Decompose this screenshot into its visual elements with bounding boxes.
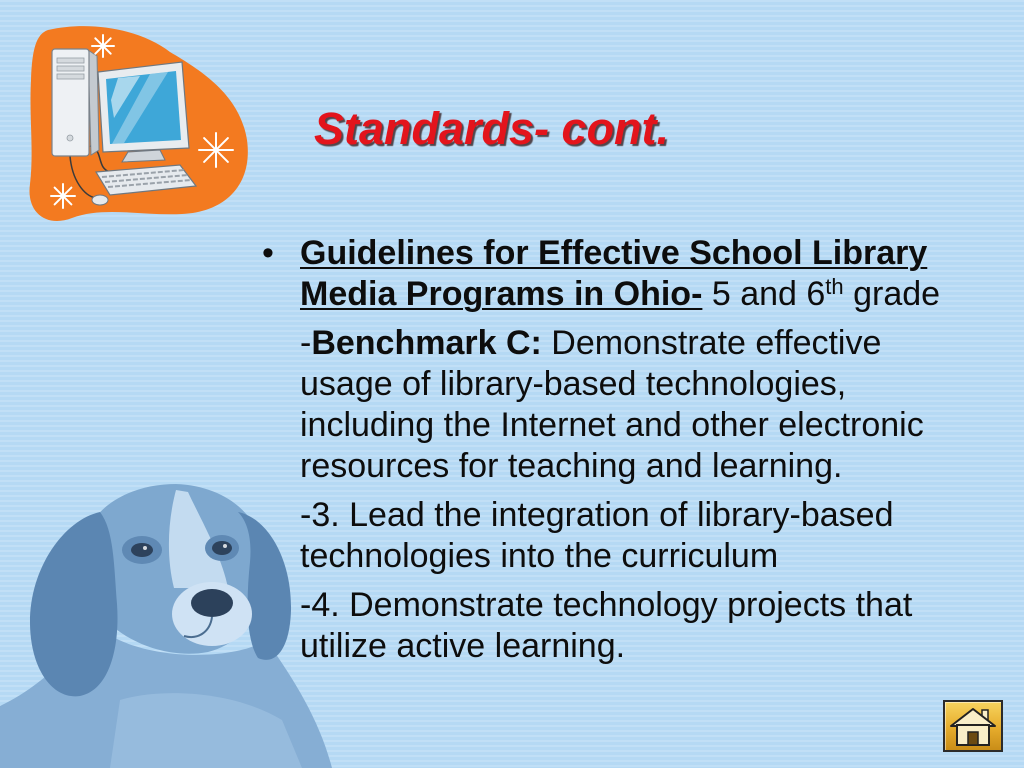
benchmark-text: Demonstrate effective usage of library-based technologies, including the Internet and other electronic resources for teaching and learning. (300, 324, 924, 485)
benchmark-label: Benchmark C: (311, 324, 542, 362)
home-icon[interactable] (945, 702, 1001, 750)
dog-right-eye (212, 541, 232, 555)
drive-bay (57, 58, 84, 63)
bullet-marker: • (262, 234, 274, 272)
home-button[interactable] (943, 700, 1003, 752)
slide-body (262, 233, 960, 667)
benchmark-paragraph (262, 323, 960, 487)
monitor-stand (122, 150, 165, 162)
sparkle-icon (199, 133, 233, 167)
power-button (67, 135, 73, 141)
beagle-illustration (0, 470, 340, 768)
list-item: -4. Demonstrate technology projects that utilize active learning. (300, 586, 913, 665)
dog-eye-highlight (143, 546, 147, 550)
list-item: -3. Lead the integration of library-based technologies into the curriculum (300, 496, 894, 575)
slide-title: Standards- cont. (314, 103, 670, 154)
computer-clipart (0, 0, 260, 240)
bullet-item (262, 233, 960, 315)
drive-bay (57, 74, 84, 79)
drive-bay (57, 66, 84, 71)
grade-text: 5 and 6 (711, 275, 826, 313)
dog-left-ear (30, 512, 118, 696)
grade-superscript: th (825, 274, 844, 299)
dog-eye-highlight (223, 544, 227, 548)
mouse (92, 195, 108, 205)
sparkle-icon (51, 184, 75, 208)
dog-left-eye (131, 543, 153, 557)
sparkle-icon (92, 35, 114, 57)
benchmark-dash: - (300, 324, 312, 362)
dog-nose (191, 589, 233, 617)
house-door[interactable] (968, 732, 978, 745)
guidelines-heading: Guidelines for Effective School Library Media Programs in Ohio- (300, 234, 928, 313)
grade-text-end: grade (853, 275, 941, 313)
